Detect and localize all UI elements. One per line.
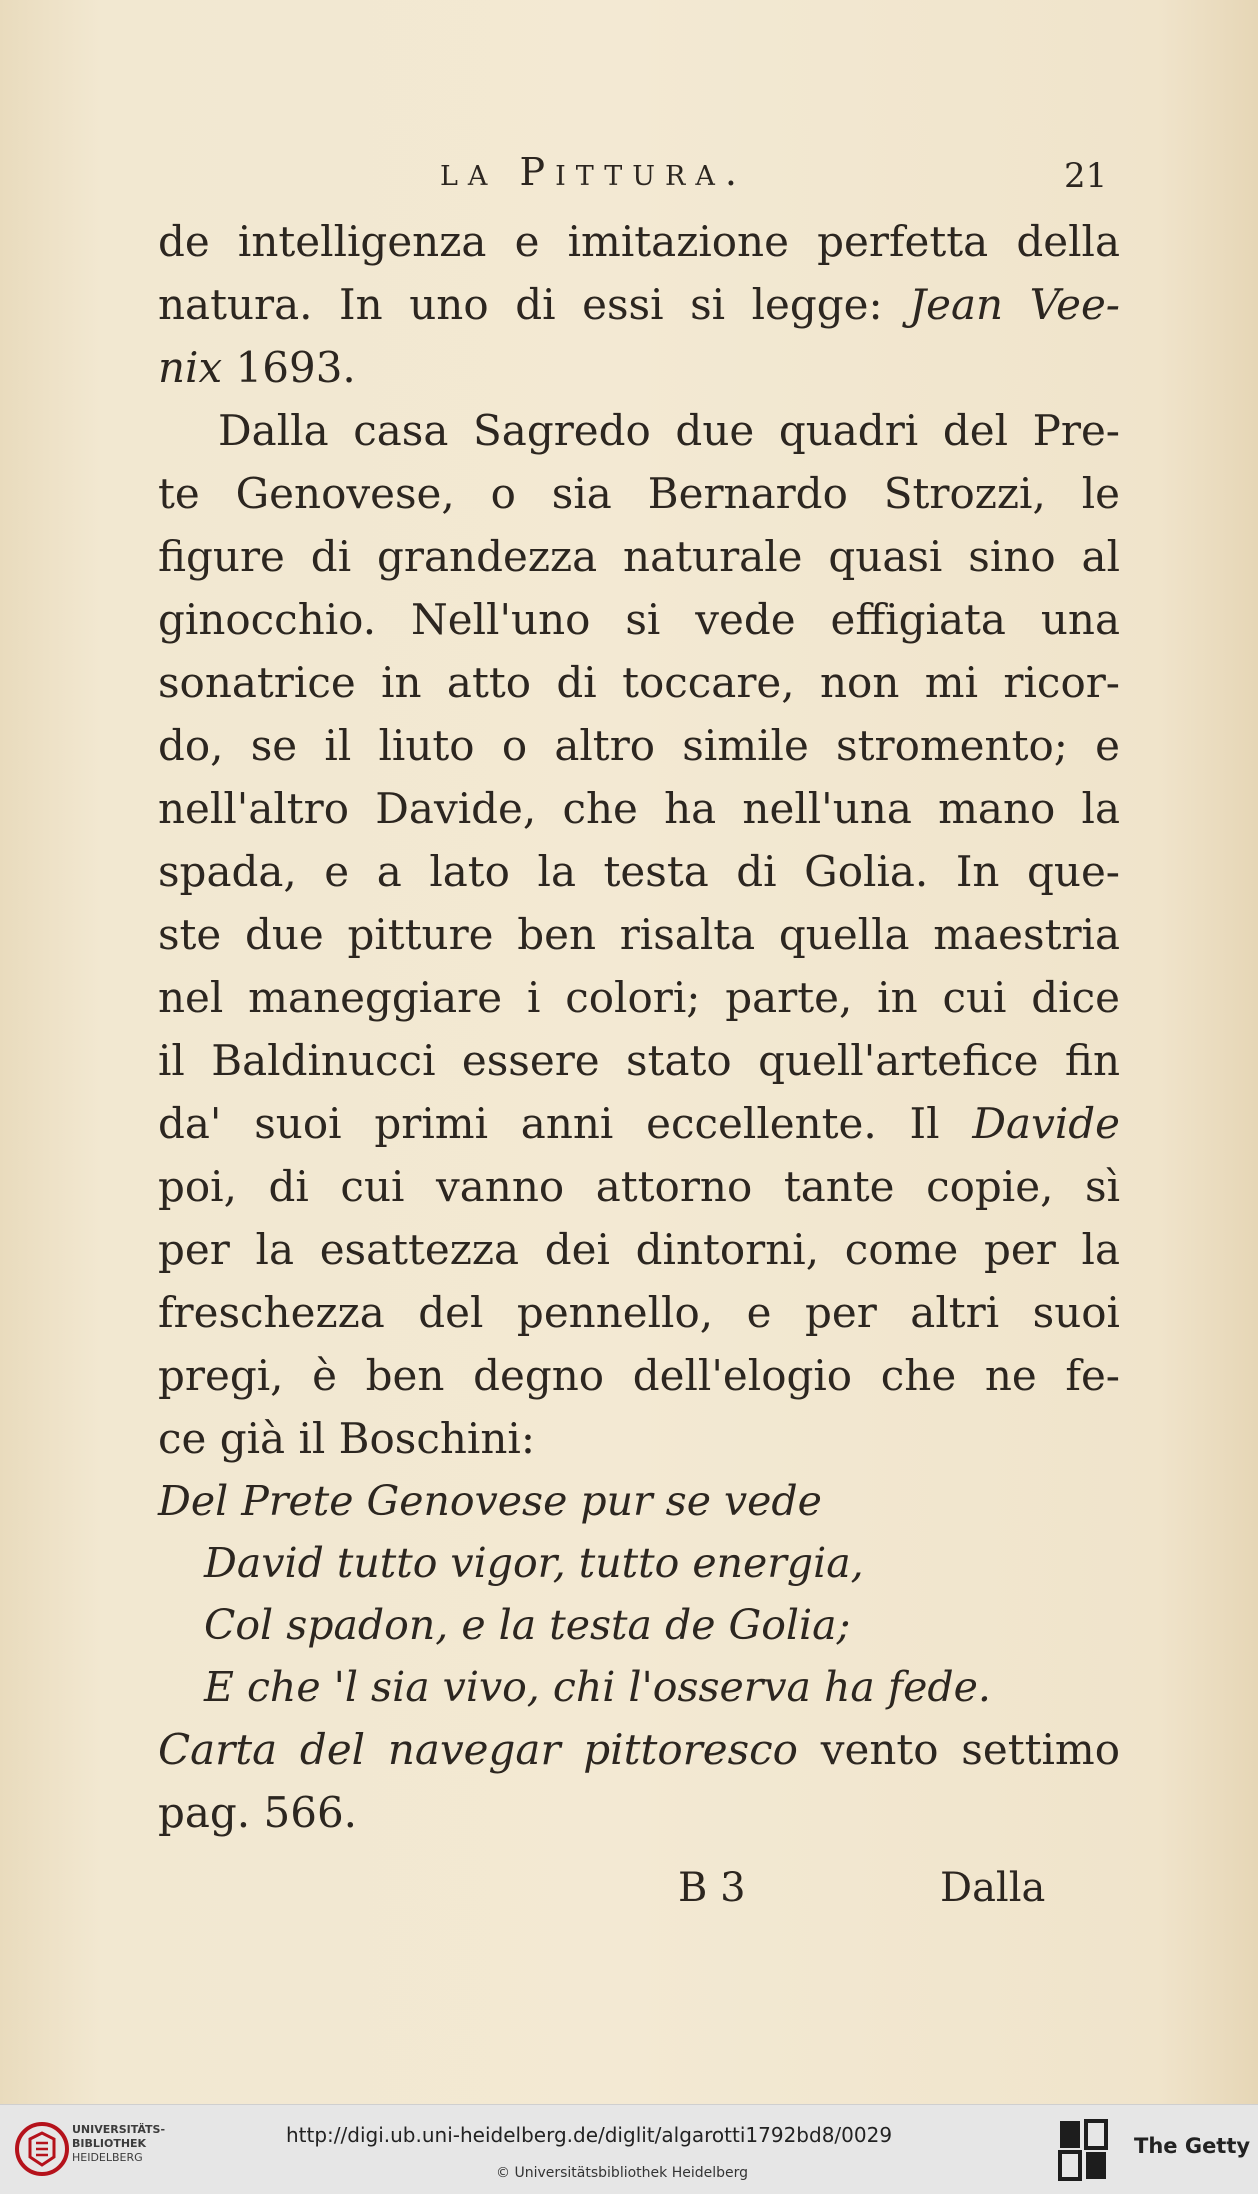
citation-rest: vento settimo (820, 1725, 1121, 1774)
text-fragment: 1693. (235, 343, 356, 392)
catchline (0, 1865, 1258, 1925)
text-line: figure di grandezza naturale quasi sino al (158, 532, 1120, 581)
text-line: Dalla casa Sagredo due quadri del Pre- (218, 406, 1120, 455)
viewer-footer (0, 2104, 1258, 2194)
running-title: la Pittura. (440, 150, 747, 194)
citation-line (158, 1718, 1120, 1781)
text-line: sonatrice in atto di toccare, non mi ricor- (158, 658, 1120, 707)
signature-mark: B 3 (678, 1865, 746, 1911)
verse-line: E che 'l sia vivo, chi l'osserva ha fede. (204, 1663, 991, 1711)
verse-line: Col spadon, e la testa de Golia; (204, 1601, 851, 1649)
text-fragment: da' suoi primi anni eccellente. Il (158, 1099, 940, 1148)
citation-pages: pag. 566. (158, 1788, 358, 1837)
italic-name: Davide (972, 1099, 1120, 1148)
text-line (158, 336, 1120, 399)
body-text (158, 210, 1120, 1844)
italic-name: Jean Vee- (909, 280, 1120, 329)
text-line: te Genovese, o sia Bernardo Strozzi, le (158, 469, 1120, 518)
verse-line: David tutto vigor, tutto energia, (204, 1539, 864, 1587)
permalink-url[interactable]: http://digi.ub.uni-heidelberg.de/diglit/algarotti1792bd8/0029 (286, 2123, 893, 2147)
uni-name-line: UNIVERSITÄTS- (72, 2123, 166, 2136)
text-line: nell'altro Davide, che ha nell'una mano la (158, 784, 1120, 833)
italic-name: nix (158, 343, 223, 392)
text-line (158, 1092, 1120, 1155)
text-line: per la esattezza dei dintorni, come per la (158, 1225, 1120, 1274)
text-line: de intelligenza e imitazione perfetta della (158, 217, 1120, 266)
uni-name-line: BIBLIOTHEK (72, 2137, 147, 2150)
getty-name[interactable]: The Getty (1134, 2134, 1251, 2158)
text-line (158, 273, 1120, 336)
copyright-notice: © Universitätsbibliothek Heidelberg (496, 2165, 749, 2181)
text-line: ste due pitture ben risalta quella maestria (158, 910, 1120, 959)
text-line: nel maneggiare i colori; parte, in cui dice (158, 973, 1120, 1022)
text-line: ce già il Boschini: (158, 1414, 535, 1463)
text-fragment: natura. In uno di essi si legge: (158, 280, 883, 329)
text-line: pregi, è ben degno dell'elogio che ne fe- (158, 1351, 1120, 1400)
verse-line: Del Prete Genovese pur se vede (158, 1477, 822, 1525)
catchword: Dalla (940, 1865, 1046, 1911)
getty-logo-icon[interactable] (1058, 2119, 1110, 2181)
text-line: il Baldinucci essere stato quell'artefice fin (158, 1036, 1120, 1085)
text-line: ginocchio. Nell'uno si vede effigiata una (158, 595, 1120, 644)
university-seal-icon[interactable] (14, 2121, 70, 2177)
text-line: poi, di cui vanno attorno tante copie, sì (158, 1162, 1120, 1211)
text-line: spada, e a lato la testa di Golia. In que- (158, 847, 1120, 896)
uni-name-line: HEIDELBERG (72, 2151, 143, 2164)
text-line: do, se il liuto o altro simile stromento; e (158, 721, 1120, 770)
citation-title: Carta del navegar pittoresco (158, 1725, 798, 1774)
university-library-name[interactable] (72, 2123, 165, 2165)
page-number: 21 (1064, 156, 1108, 196)
text-line: freschezza del pennello, e per altri suoi (158, 1288, 1120, 1337)
running-head (0, 150, 1258, 200)
